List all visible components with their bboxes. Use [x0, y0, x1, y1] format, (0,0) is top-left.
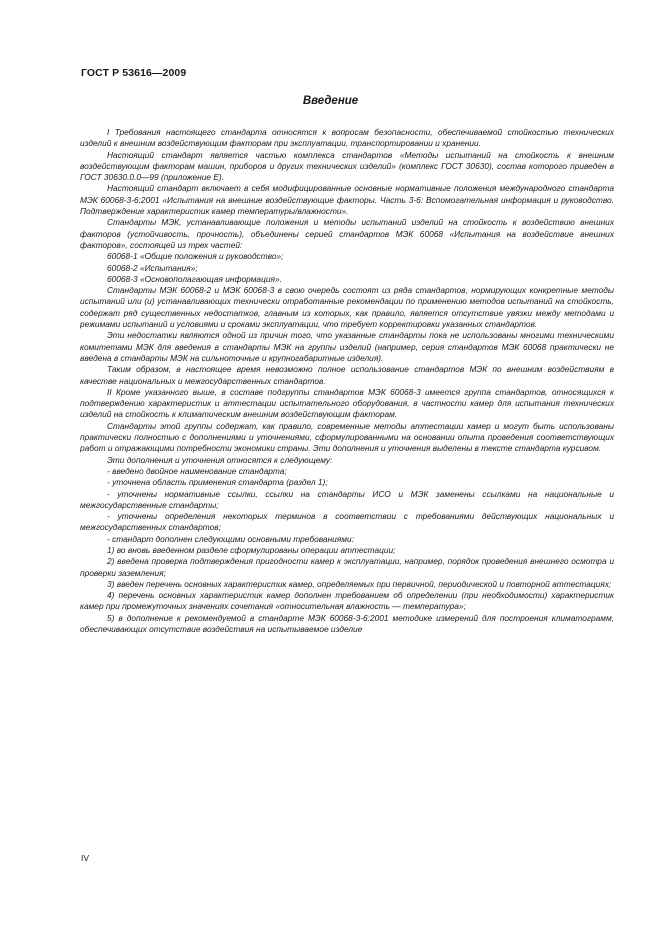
list-item: 4) перечень основных характеристик камер дополнен требованием об определении (при необходимости) характеристик камер при промежуточных значениях сочетания «относительная влажность — температура»; [80, 590, 614, 612]
list-item: 60068-1 «Общие положения и руководство»; [107, 251, 284, 262]
list-item: 3) введен перечень основных характеристик камер, определяемых при первичной, периодической и повторной аттестациях; [107, 578, 612, 589]
paragraph: Стандарты этой группы содержат, как правило, современные методы аттестации камер и могут быть использованы практически полностью с дополнениями и уточнениями, сформулированными на основании опыта проведения соответствующих работ и отражающими потребности экономики страны. Эти дополнения и уточнения выделены в тексте стандарта курсивом. [80, 420, 614, 454]
list-item: 60068-3 «Основополагающая информация». [107, 273, 282, 284]
paragraph: Стандарты МЭК, устанавливающие положения и методы испытаний изделий на стойкость к воздействию внешних факторов (устойчивость, прочность), объединены серией стандартов МЭК 60068 «Испытания на воздействие внешних факторов», состоящей из трех частей: [80, 217, 614, 250]
paragraph: II Кроме указанного выше, в составе подгруппы стандартов МЭК 60068-3 имеется группа стандартов, относящихся к подтверждению характеристик и аттестации испытательного оборудования, в частности камер для испытания технических изделий на стойкость к климатическим внешним воздействующим факторам. [80, 386, 614, 420]
list-item: 5) в дополнение к рекомендуемой в стандарте МЭК 60068-3-6:2001 методике измерений для построения климатограмм, обеспечивающих отсутствие воздействия на испытываемое изделие [80, 612, 614, 635]
paragraph: Настоящий стандарт включает в себя модифицированные основные нормативные положения международного стандарта МЭК 60068-3-6:2001 «Испытания на внешние воздействующие факторы. Часть 3-6: Вспомогательная информация и руководство. Подтверждение характеристик камер температуры/влажности». [80, 183, 614, 217]
list-item: - уточнена область применения стандарта (раздел 1); [107, 477, 328, 488]
list-item: - введено двойное наименование стандарта; [107, 465, 287, 476]
list-item: 1) во вновь введенном разделе сформулированы операции аттестации; [107, 544, 396, 555]
paragraph: Стандарты МЭК 60068-2 и МЭК 60068-3 в свою очередь состоят из ряда стандартов, нормирующих конкретные методы испытаний или (и) устанавливающих технически отработанные рекомендации по применению методов испытаний на стойкость, содержат ряд существенных недостатков, главным из которых, как правило, является отсутствие увязки между методами и режимами испытаний и условиями и сроками эксплуатации, что требует корректировки указанных стандартов. [80, 285, 614, 330]
paragraph: Эти дополнения и уточнения относятся к следующему: [107, 454, 333, 465]
section-title: Введение [302, 95, 359, 107]
page-number: IV [81, 853, 90, 863]
paragraph: Настоящий стандарт является частью комплекса стандартов «Методы испытаний на стойкость к внешним воздействующим факторам машин, приборов и других технических изделий» (комплекс ГОСТ 30630), состав которого приведен в ГОСТ 30630.0.0—99 (приложение Е). [80, 149, 614, 183]
paragraph: I Требования настоящего стандарта относятся к вопросам безопасности, обеспечиваемой стойкостью технических изделий к внешним воздействующим факторам при эксплуатации, транспортировании и хранении. [80, 127, 614, 149]
list-item: - уточнены определения некоторых терминов в соответствии с требованиями действующих национальных и межгосударственных стандартов; [80, 511, 614, 533]
list-item: - уточнены нормативные ссылки, ссылки на стандарты ИСО и МЭК заменены ссылками на национальные и межгосударственные стандарты; [80, 488, 614, 510]
body-text [80, 127, 614, 635]
paragraph: Таким образом, в настоящее время невозможно полное использование стандартов МЭК по внешним воздействиям в качестве национальных и межгосударственных стандартов. [80, 364, 614, 386]
list-item: 60068-2 «Испытания»; [107, 262, 198, 273]
list-item: - стандарт дополнен следующими основными требованиями: [107, 533, 354, 544]
document-header: ГОСТ Р 53616—2009 [81, 67, 187, 79]
list-item: 2) введена проверка подтверждения пригодности камер к эксплуатации, например, порядок проведения внешнего осмотра и проверки заземления; [80, 556, 614, 578]
paragraph: Эти недостатки являются одной из причин того, что указанные стандарты пока не использованы многими техническими комитетами МЭК для введения в стандарты МЭК на группы изделий (например, серия стандартов МЭК 60068 практически не введена в стандарты МЭК на сильноточные и крупногабаритные изделия). [80, 330, 614, 363]
